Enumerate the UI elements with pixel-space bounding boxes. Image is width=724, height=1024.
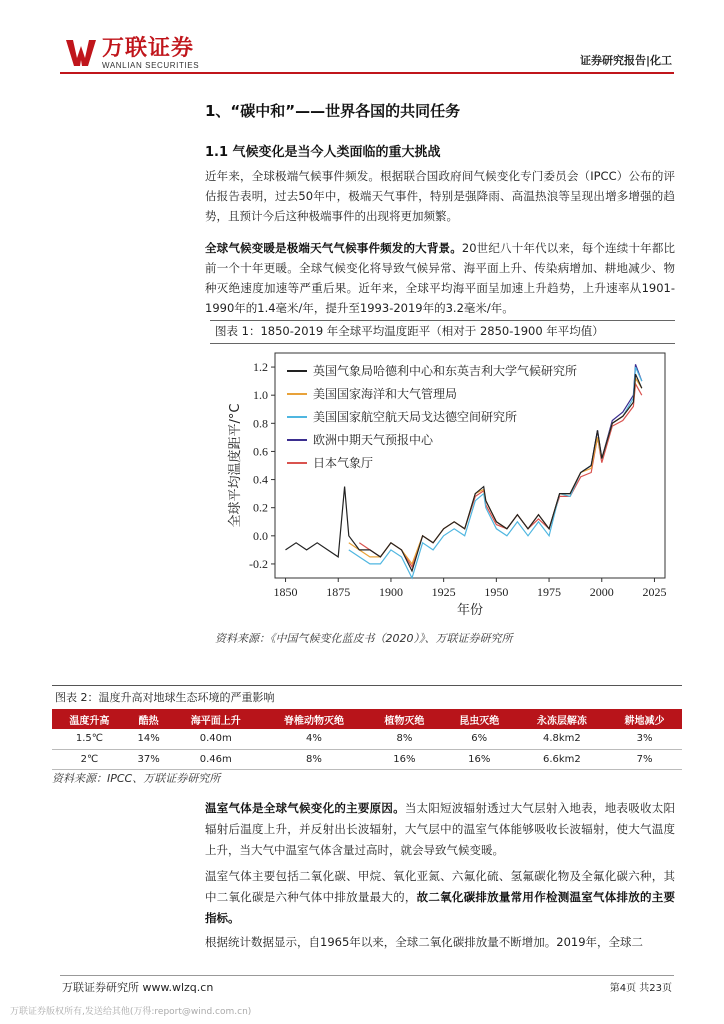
table-cell: 0.46m	[171, 749, 261, 769]
subsection-heading: 1.1 气候变化是当今人类面临的重大挑战	[205, 145, 441, 160]
company-logo	[64, 36, 199, 70]
header-divider	[60, 72, 674, 74]
paragraph-3-body: 当太阳短波辐射透过大气层射入地表，地表吸收太阳辐射后温度上升，并反射出长波辐射，大气层中的温室气体能够吸收长波辐射，使大气温度上升，当大气中温室气体含量过高时，就会导致气候变暖。	[205, 801, 675, 857]
x-tick-label: 1900	[378, 585, 403, 599]
wanlian-logo-icon	[64, 36, 98, 70]
paragraph-2	[205, 238, 675, 318]
y-tick-label: 1.0	[253, 388, 268, 403]
paragraph-2-body: 20世纪八十年代以来，每个连续十年都比前一个十年更暖。全球气候变化将导致气候异常、海平面上升、传染病增加、耕地减少、物种灭绝速度加速等严重后果。近年来，全球平均海平面呈加速上升趋势，上升速率从1901-1990年的1.4毫米/年，提升至1993-2019年的3.2毫米/年。	[205, 241, 675, 315]
table-cell: 1.5℃	[52, 729, 127, 749]
y-tick-label: 0.8	[253, 416, 268, 431]
y-tick-label: 1.2	[253, 360, 268, 375]
table-cell: 14%	[127, 729, 171, 749]
logo-cn-text: 万联证券	[102, 35, 195, 61]
table-header-cell: 耕地减少	[607, 709, 682, 729]
table-cell: 7%	[607, 749, 682, 769]
legend-label: 欧洲中期天气预报中心	[313, 433, 434, 447]
footer-divider	[60, 975, 674, 976]
paragraph-3-lead: 温室气体是全球气候变化的主要原因。	[205, 801, 405, 815]
table-title: 图表 2：温度升高对地球生态环境的严重影响	[55, 691, 275, 704]
report-category: 证券研究报告|化工	[579, 54, 672, 67]
x-tick-label: 1950	[484, 585, 509, 599]
y-tick-label: 0.2	[253, 500, 268, 515]
table-cell: 16%	[442, 749, 517, 769]
table-cell: 16%	[367, 749, 442, 769]
x-tick-label: 2000	[589, 585, 614, 599]
temperature-anomaly-chart	[225, 348, 675, 628]
x-tick-label: 2025	[642, 585, 667, 599]
page-number: 第4页 共23页	[609, 983, 672, 994]
table-top-rule	[52, 685, 682, 686]
y-tick-label: 0.0	[253, 528, 268, 543]
legend-label: 美国国家海洋和大气管理局	[313, 387, 458, 401]
table-header-cell: 海平面上升	[171, 709, 261, 729]
x-tick-label: 1925	[431, 585, 456, 599]
table-header-cell: 酷热	[127, 709, 171, 729]
x-tick-label: 1975	[537, 585, 562, 599]
table-source: 资料来源：IPCC、万联证券研究所	[52, 772, 221, 785]
paragraph-2-lead: 全球气候变暖是极端天气气候事件频发的大背景。	[205, 241, 462, 255]
y-axis-label: 全球平均温度距平/°C	[228, 403, 243, 528]
table-row	[52, 749, 682, 769]
table-cell: 8%	[261, 749, 367, 769]
section-heading: 1、“碳中和”——世界各国的共同任务	[205, 102, 461, 120]
paragraph-5: 根据统计数据显示，自1965年以来，全球二氧化碳排放量不断增加。2019年，全球二	[205, 935, 644, 949]
x-axis-label: 年份	[456, 603, 484, 618]
paragraph-4-body: 温室气体主要包括二氧化碳、甲烷、氧化亚氮、六氟化硫、氢氟碳化物及全氟化碳六种，其中二氧化碳是六种气体中排放量最大的，	[205, 869, 675, 904]
y-tick-label: 0.4	[253, 472, 268, 487]
table-cell: 4.8km2	[517, 729, 607, 749]
table-header-row	[52, 709, 682, 729]
table-header-cell: 脊椎动物灭绝	[261, 709, 367, 729]
legend-label: 英国气象局哈德利中心和东英吉利大学气候研究所	[313, 364, 578, 378]
x-tick-label: 1850	[273, 585, 298, 599]
figure-1-title: 图表 1：1850-2019 年全球平均温度距平（相对于 2850-1900 年平均值）	[215, 324, 604, 338]
paragraph-4	[205, 866, 675, 929]
y-tick-label: 0.6	[253, 444, 268, 459]
table-cell: 2℃	[52, 749, 127, 769]
table-cell: 0.40m	[171, 729, 261, 749]
paragraph-1: 近年来，全球极端气候事件频发。根据联合国政府间气候变化专门委员会（IPCC）公布的评估报告表明，过去50年中，极端天气事件，特别是强降雨、高温热浪等呈现出增多增强的趋势，且预计今后这种极端事件的出现将更加频繁。	[205, 169, 675, 223]
legend-label: 美国国家航空航天局戈达德空间研究所	[313, 410, 518, 424]
footer-website: 万联证券研究所 www.wlzq.cn	[62, 981, 214, 994]
table-header-cell: 温度升高	[52, 709, 127, 729]
table-cell: 3%	[607, 729, 682, 749]
table-row	[52, 729, 682, 749]
figure-1-source: 资料来源：《中国气候变化蓝皮书（2020）》、万联证券研究所	[215, 632, 513, 645]
x-tick-label: 1875	[326, 585, 351, 599]
copyright-notice: 万联证券版权所有,发送给其他(万得:report@wind.com.cn)	[10, 1007, 252, 1017]
paragraph-3	[205, 798, 675, 861]
impact-table	[52, 709, 682, 770]
table-cell: 6%	[442, 729, 517, 749]
table-header-cell: 昆虫灭绝	[442, 709, 517, 729]
table-header-cell: 植物灭绝	[367, 709, 442, 729]
paragraph-4-emphasis: 故二氧化碳排放量常用作检测温室气体排放的主要指标。	[205, 890, 676, 925]
y-tick-label: -0.2	[249, 556, 268, 571]
table-cell: 6.6km2	[517, 749, 607, 769]
table-header-cell: 永冻层解冻	[517, 709, 607, 729]
table-cell: 8%	[367, 729, 442, 749]
table-cell: 4%	[261, 729, 367, 749]
logo-en-text: WANLIAN SECURITIES	[102, 60, 200, 70]
legend-label: 日本气象厅	[313, 456, 374, 470]
table-cell: 37%	[127, 749, 171, 769]
